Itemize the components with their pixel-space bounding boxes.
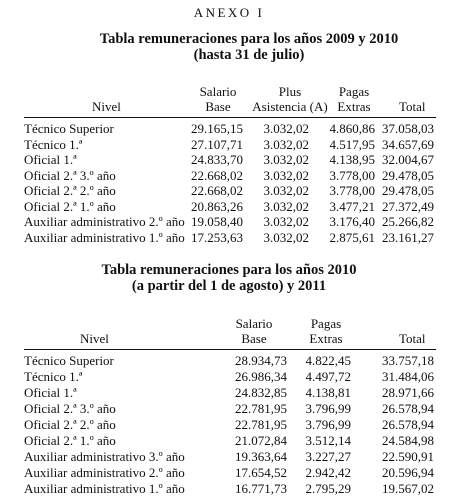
table2-header-nivel: Nivel (80, 331, 109, 346)
cell-salario: 22.781,95 (235, 417, 287, 432)
cell-total: 24.584,98 (382, 433, 434, 448)
cell-salario: 24.833,70 (191, 152, 243, 167)
cell-pagas: 4.860,86 (329, 121, 375, 136)
cell-total: 27.372,49 (382, 198, 434, 214)
cell-salario: 26.986,34 (235, 369, 287, 384)
cell-pagas: 4.138,95 (329, 152, 375, 167)
cell-salario: 29.165,15 (191, 121, 243, 136)
cell-total: 20.596,94 (382, 465, 434, 480)
table1-title (20, 31, 458, 63)
table-row (0, 122, 458, 136)
cell-nivel: Oficial 2.ª 1.º año (24, 198, 116, 214)
cell-pagas: 3.512,14 (305, 433, 351, 448)
cell-pagas: 3.176,40 (329, 214, 375, 229)
table2-title-line1: Tabla remuneraciones para los años 2010 (101, 262, 357, 278)
table1-title-line2: (hasta 31 de julio) (193, 47, 305, 63)
table2-title (0, 262, 458, 294)
cell-total: 25.266,82 (382, 214, 434, 229)
cell-nivel: Técnico Superior (24, 121, 114, 136)
cell-pagas: 3.796,99 (305, 401, 351, 416)
cell-total: 29.478,05 (382, 167, 434, 183)
table-row (0, 466, 458, 480)
cell-pagas: 4.517,95 (329, 136, 375, 152)
cell-salario: 16.771,73 (235, 481, 287, 496)
cell-nivel: Auxiliar administrativo 1.º año (24, 481, 185, 496)
cell-pagas: 4.138,81 (305, 385, 351, 400)
cell-plus: 3.032,02 (263, 214, 309, 229)
cell-plus: 3.032,02 (263, 152, 309, 167)
cell-nivel: Oficial 2.ª 2.º año (24, 183, 116, 198)
cell-nivel: Oficial 1.ª (24, 385, 77, 400)
table-row (0, 450, 458, 464)
cell-salario: 17.253,63 (191, 229, 243, 245)
cell-salario: 17.654,52 (235, 465, 287, 480)
table-row (0, 169, 458, 183)
cell-salario: 21.072,84 (235, 433, 287, 448)
cell-plus: 3.032,02 (263, 136, 309, 152)
table2-title-line2: (a partir del 1 de agosto) y 2011 (131, 278, 327, 294)
cell-pagas: 3.778,00 (329, 167, 375, 183)
cell-nivel: Auxiliar administrativo 1.º año (24, 229, 185, 245)
annex-heading: ANEXO I (193, 5, 265, 20)
table1-header-pagas: Pagas Extras (337, 84, 371, 114)
cell-salario: 20.863,26 (191, 198, 243, 214)
cell-total: 22.590,91 (382, 449, 434, 464)
cell-pagas: 2.795,29 (305, 481, 351, 496)
table2-header-rule (24, 349, 436, 350)
table-row (0, 402, 458, 416)
table-row (0, 200, 458, 214)
table-row (0, 184, 458, 198)
cell-salario: 24.832,85 (235, 385, 287, 400)
cell-nivel: Oficial 2.ª 2.º año (24, 417, 116, 432)
cell-total: 31.484,06 (382, 369, 434, 384)
cell-plus: 3.032,02 (263, 229, 309, 245)
cell-total: 34.657,69 (382, 136, 434, 152)
table-row (0, 482, 458, 496)
cell-nivel: Oficial 2.ª 3.º año (24, 401, 116, 416)
cell-salario: 28.934,73 (235, 353, 287, 368)
cell-total: 23.161,27 (382, 229, 434, 245)
cell-pagas: 3.227,27 (305, 449, 351, 464)
table-row (0, 138, 458, 152)
table2-header-pagas: Pagas Extras (309, 316, 343, 346)
cell-total: 26.578,94 (382, 401, 434, 416)
table-row (0, 370, 458, 384)
table-row (0, 418, 458, 432)
cell-nivel: Auxiliar administrativo 3.º año (24, 449, 185, 464)
cell-pagas: 3.778,00 (329, 183, 375, 198)
table-row (0, 215, 458, 229)
cell-pagas: 2.942,42 (305, 465, 351, 480)
cell-pagas: 4.822,45 (305, 353, 351, 368)
cell-total: 26.578,94 (382, 417, 434, 432)
table-row (0, 354, 458, 368)
table1-title-line1: Tabla remuneraciones para los años 2009 y 2010 (99, 31, 399, 47)
table-row (0, 153, 458, 167)
cell-salario: 22.668,02 (191, 183, 243, 198)
cell-plus: 3.032,02 (263, 121, 309, 136)
cell-nivel: Técnico Superior (24, 353, 114, 368)
cell-total: 32.004,67 (382, 152, 434, 167)
cell-pagas: 2.875,61 (329, 229, 375, 245)
cell-nivel: Oficial 1.ª (24, 152, 77, 167)
table1-header-total: Total (399, 99, 426, 114)
cell-salario: 27.107,71 (191, 136, 243, 152)
table-row (0, 386, 458, 400)
cell-pagas: 4.497,72 (305, 369, 351, 384)
cell-pagas: 3.477,21 (329, 198, 375, 214)
cell-salario: 22.781,95 (235, 401, 287, 416)
cell-nivel: Auxiliar administrativo 2.º año (24, 465, 185, 480)
table1-header-salario: Salario Base (199, 84, 237, 114)
table1-header-rule (24, 117, 436, 118)
table1-header-plus: Plus Asistencia (A) (252, 84, 328, 114)
cell-plus: 3.032,02 (263, 183, 309, 198)
cell-nivel: Oficial 2.ª 3.º año (24, 167, 116, 183)
cell-nivel: Técnico 1.ª (24, 136, 83, 152)
cell-plus: 3.032,02 (263, 198, 309, 214)
table-row (0, 231, 458, 245)
cell-total: 19.567,02 (382, 481, 434, 496)
cell-nivel: Técnico 1.ª (24, 369, 83, 384)
cell-total: 37.058,03 (382, 121, 434, 136)
cell-salario: 19.058,40 (191, 214, 243, 229)
cell-nivel: Auxiliar administrativo 2.º año (24, 214, 185, 229)
cell-total: 29.478,05 (382, 183, 434, 198)
cell-pagas: 3.796,99 (305, 417, 351, 432)
cell-salario: 22.668,02 (191, 167, 243, 183)
cell-nivel: Oficial 2.ª 1.º año (24, 433, 116, 448)
table-row (0, 434, 458, 448)
cell-plus: 3.032,02 (263, 167, 309, 183)
cell-salario: 19.363,64 (235, 449, 287, 464)
cell-total: 28.971,66 (382, 385, 434, 400)
table2-header-total: Total (399, 331, 426, 346)
table1-header-nivel: Nivel (92, 99, 121, 114)
cell-total: 33.757,18 (382, 353, 434, 368)
table2-header-salario: Salario Base (235, 316, 273, 346)
